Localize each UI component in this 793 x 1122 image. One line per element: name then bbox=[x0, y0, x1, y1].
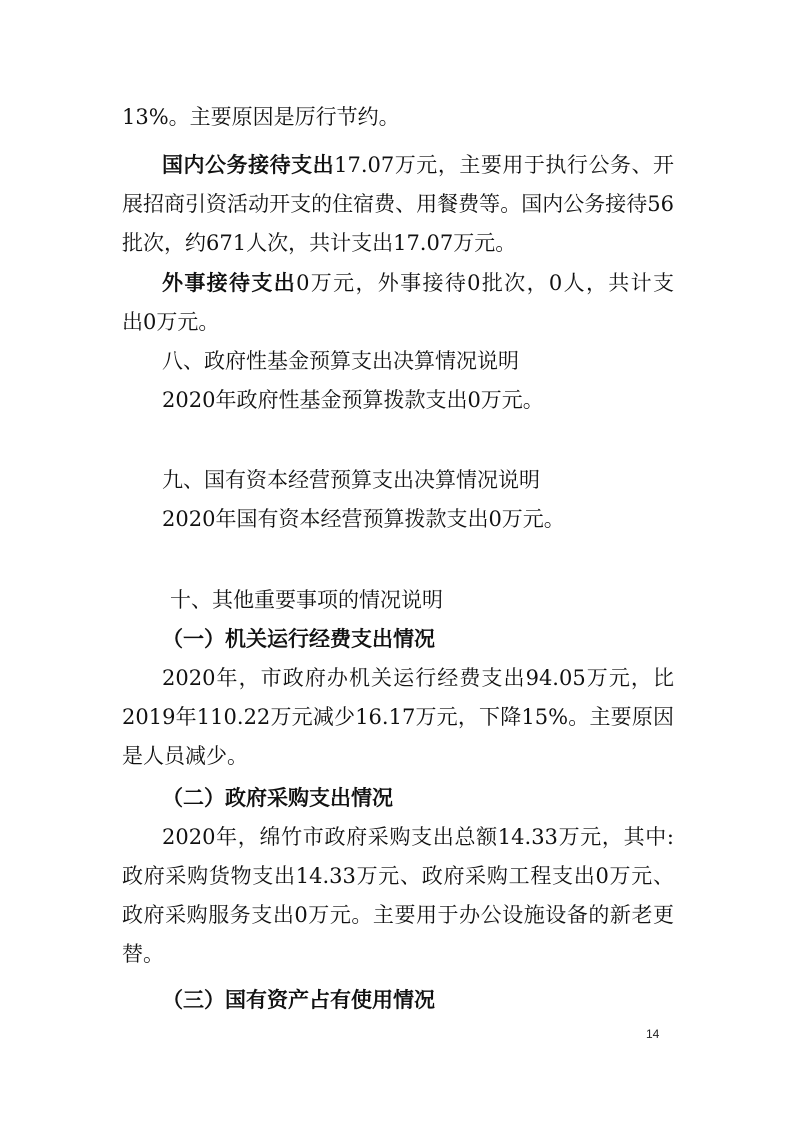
paragraph-line: 政府采购服务支出0万元。主要用于办公设施设备的新老更 bbox=[122, 903, 674, 927]
paragraph-line: 出0万元。 bbox=[122, 310, 220, 334]
paragraph-domestic-reception bbox=[162, 150, 674, 180]
bold-term: 外事接待支出 bbox=[162, 271, 297, 295]
paragraph-foreign-reception bbox=[162, 268, 674, 298]
page-number: 14 bbox=[646, 1027, 660, 1041]
subsection-heading-3: （三）国有资产占有使用情况 bbox=[162, 988, 435, 1012]
paragraph-line: 2020年政府性基金预算拨款支出0万元。 bbox=[162, 388, 544, 412]
paragraph-line: 替。 bbox=[122, 942, 164, 966]
subsection-heading-1: （一）机关运行经费支出情况 bbox=[162, 627, 435, 651]
paragraph-line: 13%。主要原因是厉行节约。 bbox=[122, 105, 400, 129]
paragraph-line: 2019年110.22万元减少16.17万元，下降15%。主要原因 bbox=[122, 705, 674, 729]
bold-term: 国内公务接待支出 bbox=[162, 153, 335, 177]
paragraph-text: 0万元，外事接待0批次，0人，共计支 bbox=[296, 271, 674, 295]
paragraph-line: 政府采购货物支出14.33万元、政府采购工程支出0万元、 bbox=[122, 864, 674, 888]
paragraph-line: 批次，约671人次，共计支出17.07万元。 bbox=[122, 231, 517, 255]
paragraph-line: 2020年，市政府办机关运行经费支出94.05万元，比 bbox=[162, 666, 674, 690]
paragraph-line: 2020年，绵竹市政府采购支出总额14.33万元，其中: bbox=[162, 825, 674, 849]
section-heading-10: 十、其他重要事项的情况说明 bbox=[170, 588, 443, 612]
section-heading-9: 九、国有资本经营预算支出决算情况说明 bbox=[162, 468, 540, 492]
paragraph-line: 展招商引资活动开支的住宿费、用餐费等。国内公务接待56 bbox=[122, 192, 674, 216]
subsection-heading-2: （二）政府采购支出情况 bbox=[162, 786, 393, 810]
paragraph-line: 是人员减少。 bbox=[122, 744, 248, 768]
paragraph-text: 17.07万元，主要用于执行公务、开 bbox=[334, 153, 675, 177]
section-heading-8: 八、政府性基金预算支出决算情况说明 bbox=[162, 349, 519, 373]
paragraph-line: 2020年国有资本经营预算拨款支出0万元。 bbox=[162, 507, 565, 531]
